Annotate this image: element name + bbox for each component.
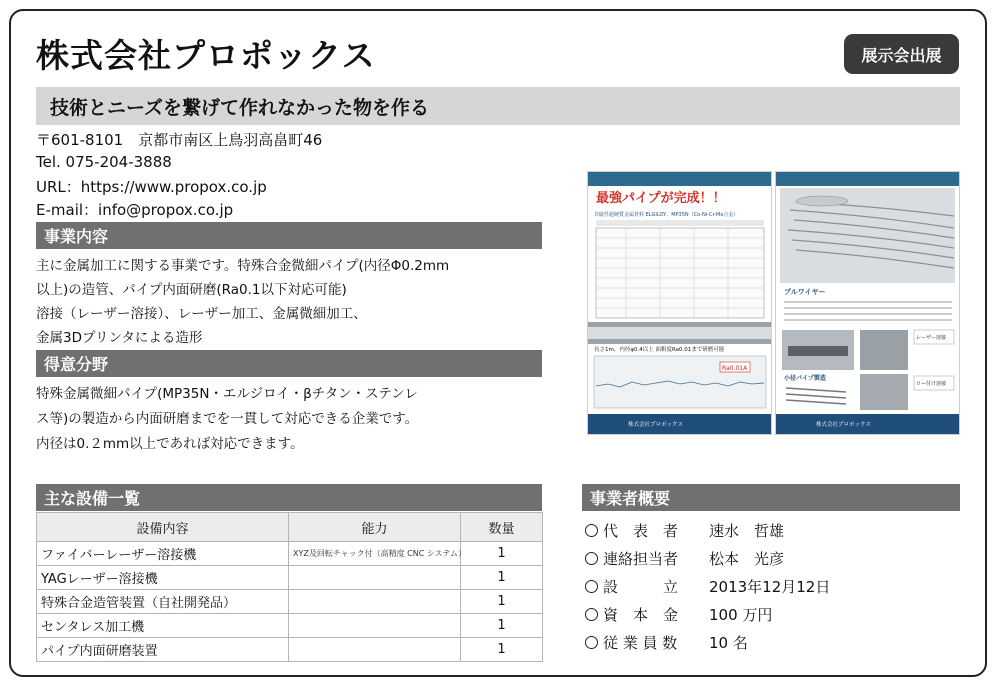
- table-row: [37, 590, 543, 614]
- table-row: [37, 566, 543, 590]
- equipment-capacity: XYZ及回転チャック付（高精度 CNC システム）: [289, 542, 461, 566]
- circle-bullet-icon: [585, 524, 598, 537]
- overview-value: 2013年12月12日: [709, 578, 831, 596]
- business-line: 金属3Dプリンタによる造形: [36, 330, 203, 346]
- flyer-right-laser1: レーザー溶接: [916, 335, 947, 341]
- overview-label: 設 立: [603, 578, 679, 596]
- overview-row-established: [585, 576, 830, 597]
- equipment-name: パイプ内面研磨装置: [37, 638, 289, 662]
- overview-row-representative: [585, 520, 784, 541]
- equipment-capacity: [289, 638, 461, 662]
- tagline: 技術とニーズを繋げて作れなかった物を作る: [36, 87, 960, 125]
- flyer-left-subtitle: 非磁性超硬質金属材料 ELGILOY、MP35N（Co-Ni-Cr-Mo合金）: [594, 212, 739, 218]
- equipment-table: [36, 512, 543, 662]
- equipment-qty: 1: [461, 590, 543, 614]
- overview-value: 松本 光彦: [709, 550, 785, 568]
- equipment-heading: 主な設備一覧: [36, 484, 542, 511]
- strength-line: ス等)の製造から内面研磨までを一貫して対応できる企業です。: [36, 411, 419, 427]
- flyer-right-footer: 株式会社プロポックス: [816, 422, 871, 428]
- company-name: 株式会社プロポックス: [36, 36, 376, 75]
- strength-heading: 得意分野: [36, 350, 542, 377]
- business-line: 以上)の造管、パイプ内面研磨(Ra0.1以下対応可能): [36, 282, 347, 298]
- overview-row-contact-person: [585, 548, 784, 569]
- flyer-left-graphic: [588, 172, 771, 434]
- email[interactable]: E-mail：info@propox.co.jp: [36, 201, 234, 219]
- product-flyer-right: [776, 172, 959, 434]
- strength-line: 内径は0.２mm以上であれば対応できます。: [36, 436, 304, 452]
- strength-line: 特殊金属微細パイプ(MP35N・エルジロイ・βチタン・ステンレ: [36, 386, 418, 402]
- website-url[interactable]: URL：https://www.propox.co.jp: [36, 178, 267, 196]
- address: 〒601-8101 京都市南区上鳥羽高畠町46: [36, 131, 323, 149]
- column-header: 設備内容: [37, 513, 289, 542]
- overview-label: 資 本 金: [603, 606, 679, 624]
- column-header: 能力: [289, 513, 461, 542]
- business-line: 溶接（レーザー溶接）、レーザー加工、金属微細加工、: [36, 306, 367, 322]
- flyer-left-title: 最強パイプが完成！！: [596, 191, 726, 206]
- overview-row-employees: [585, 632, 748, 653]
- circle-bullet-icon: [585, 636, 598, 649]
- business-line: 主に金属加工に関する事業です。特殊合金微細パイプ(内径Φ0.2mm: [36, 258, 450, 274]
- flyer-left-tag: Ra0.01A: [722, 365, 748, 372]
- flyer-left-footer: 株式会社プロポックス: [628, 422, 683, 428]
- circle-bullet-icon: [585, 552, 598, 565]
- exhibition-badge: 展示会出展: [844, 34, 959, 74]
- overview-label: 連絡担当者: [603, 550, 679, 568]
- table-row: [37, 614, 543, 638]
- flyer-right-graphic: [776, 172, 959, 434]
- overview-value: 速水 哲雄: [709, 522, 785, 540]
- circle-bullet-icon: [585, 580, 598, 593]
- equipment-name: 特殊合金造管装置（自社開発品）: [37, 590, 289, 614]
- phone: Tel. 075-204-3888: [36, 153, 172, 171]
- table-header-row: [37, 513, 543, 542]
- equipment-capacity: [289, 590, 461, 614]
- flyer-right-pipe-title: 小径パイプ製造: [784, 375, 826, 382]
- table-row: [37, 542, 543, 566]
- overview-label: 従 業 員 数: [603, 634, 678, 652]
- equipment-qty: 1: [461, 614, 543, 638]
- flyer-right-laser2: ロー付け溶接: [916, 381, 947, 387]
- equipment-qty: 1: [461, 566, 543, 590]
- equipment-name: ファイバーレーザー溶接機: [37, 542, 289, 566]
- circle-bullet-icon: [585, 608, 598, 621]
- equipment-capacity: [289, 566, 461, 590]
- overview-label: 代 表 者: [603, 522, 679, 540]
- overview-heading: 事業者概要: [582, 484, 960, 511]
- table-row: [37, 638, 543, 662]
- equipment-qty: 1: [461, 542, 543, 566]
- equipment-name: YAGレーザー溶接機: [37, 566, 289, 590]
- overview-value: 10 名: [709, 634, 748, 652]
- flyer-right-wire-title: プルワイヤー: [784, 288, 826, 296]
- business-heading: 事業内容: [36, 222, 542, 249]
- overview-value: 100 万円: [709, 606, 773, 624]
- equipment-capacity: [289, 614, 461, 638]
- equipment-name: センタレス加工機: [37, 614, 289, 638]
- column-header: 数量: [461, 513, 543, 542]
- product-flyer-left: [588, 172, 771, 434]
- equipment-qty: 1: [461, 638, 543, 662]
- overview-row-capital: [585, 604, 772, 625]
- flyer-left-caption: 長さ1m、内径φ0.4以上 面粗度Ra0.01まで研磨可能: [594, 347, 725, 353]
